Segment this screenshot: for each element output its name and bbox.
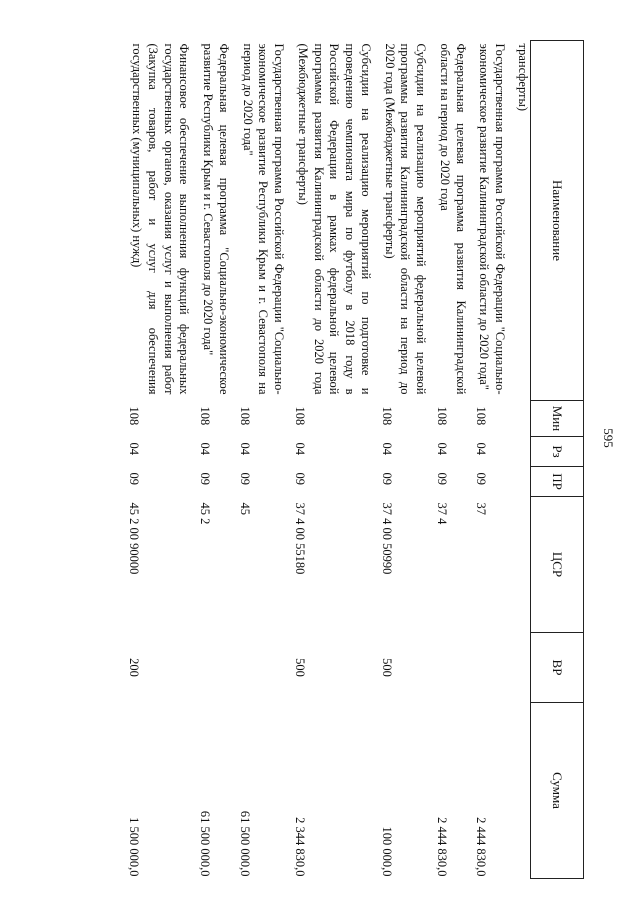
rotated-page-content [54, 40, 584, 878]
page-number: 595 [601, 428, 616, 448]
row-rz [510, 437, 530, 467]
row-csr [510, 497, 530, 633]
row-min: 108 [379, 406, 394, 426]
row-min: 108 [293, 406, 307, 426]
row-name: Государственная программа Российской Федерации "Социально-экономическое развитие Калининградской области до 2020 года" [477, 43, 508, 395]
row-min: 108 [237, 406, 252, 426]
table-row [124, 41, 195, 879]
budget-table [124, 40, 585, 879]
row-pr [510, 467, 530, 497]
row-name: Субсидии на реализацию мероприятий по подготовке и проведению чемпионата мира по футболу в 2018 году в Российской Федерации в рамках федеральной целевой программы развития Калининградской области до 2020 года (Межбюджетные трансферты) [296, 43, 373, 395]
table-row [431, 41, 471, 879]
row-vr: 200 [127, 658, 142, 677]
row-csr: 37 4 00 55180 [293, 502, 307, 575]
row-name: Субсидии на реализацию мероприятий федеральной целевой программы развития Калининградской области на период до 2020 года (Межбюджетные трансферты) [382, 43, 429, 395]
row-sum [510, 703, 530, 879]
table-row [471, 41, 511, 879]
row-csr: 45 2 00 90000 [127, 502, 142, 575]
row-pr: 09 [127, 472, 142, 485]
row-sum: 1 500 000,0 [127, 817, 142, 877]
row-sum: 61 500 000,0 [198, 810, 213, 877]
row-vr: 500 [293, 658, 307, 677]
row-rz: 04 [198, 442, 213, 455]
row-pr: 09 [198, 472, 213, 485]
row-name: трансферты) [516, 43, 530, 112]
row-sum: 2 444 830,0 [435, 817, 449, 877]
header-pr: ПР [531, 467, 584, 497]
row-min: 108 [474, 406, 489, 426]
row-rz: 04 [127, 442, 142, 455]
row-csr: 37 [474, 502, 489, 515]
header-min: Мин [531, 401, 584, 437]
row-rz: 04 [237, 442, 252, 455]
row-vr [234, 633, 289, 703]
row-rz: 04 [379, 442, 394, 455]
table-row [289, 41, 376, 879]
row-min [510, 401, 530, 437]
header-sum: Сумма [531, 703, 584, 879]
table-row [195, 41, 235, 879]
row-vr: 500 [379, 658, 394, 677]
row-name: Финансовое обеспечение выполнения функций федеральных государственных органов, оказания услуг и выполнения работ (Закупка товаров, работ и услуг для обеспечения государственных (муниципальных) нужд) [130, 43, 192, 395]
row-sum: 100 000,0 [379, 826, 394, 877]
row-min: 108 [198, 406, 213, 426]
row-rz: 04 [474, 442, 489, 455]
header-rz: Рз [531, 437, 584, 467]
table-row [510, 41, 530, 879]
row-rz: 04 [435, 442, 449, 455]
header-name: Наименование [531, 41, 584, 401]
table-row [234, 41, 289, 879]
row-csr: 37 4 00 50990 [379, 502, 394, 575]
row-csr: 37 4 [435, 502, 449, 525]
header-csr: ЦСР [531, 497, 584, 633]
row-name: Федеральная целевая программа "Социально-экономическое развитие Республики Крым и г. Севастополя до 2020 года" [201, 43, 231, 395]
row-vr [195, 633, 235, 703]
row-vr [510, 633, 530, 703]
table-row [376, 41, 431, 879]
row-min: 108 [127, 406, 142, 426]
row-sum: 2 444 830,0 [474, 817, 489, 877]
table-header-row [531, 41, 584, 879]
row-pr: 09 [435, 472, 449, 485]
row-name: Федеральная целевая программа развития Калининградской области на период до 2020 года [438, 43, 468, 395]
row-csr: 45 2 [198, 502, 213, 525]
row-csr: 45 [237, 502, 252, 515]
row-pr: 09 [474, 472, 489, 485]
row-pr: 09 [293, 472, 307, 485]
row-pr: 09 [379, 472, 394, 485]
row-name: Государственная программа Российской Федерации "Социально-экономическое развитие Республики Крым и г. Севастополя на период до 2020 года" [240, 43, 287, 395]
row-sum: 61 500 000,0 [237, 810, 252, 877]
row-min: 108 [435, 406, 449, 426]
row-sum: 2 344 830,0 [293, 817, 307, 877]
row-pr: 09 [237, 472, 252, 485]
header-vr: ВР [531, 633, 584, 703]
row-vr [431, 633, 471, 703]
row-vr [471, 633, 511, 703]
row-rz: 04 [293, 442, 307, 455]
